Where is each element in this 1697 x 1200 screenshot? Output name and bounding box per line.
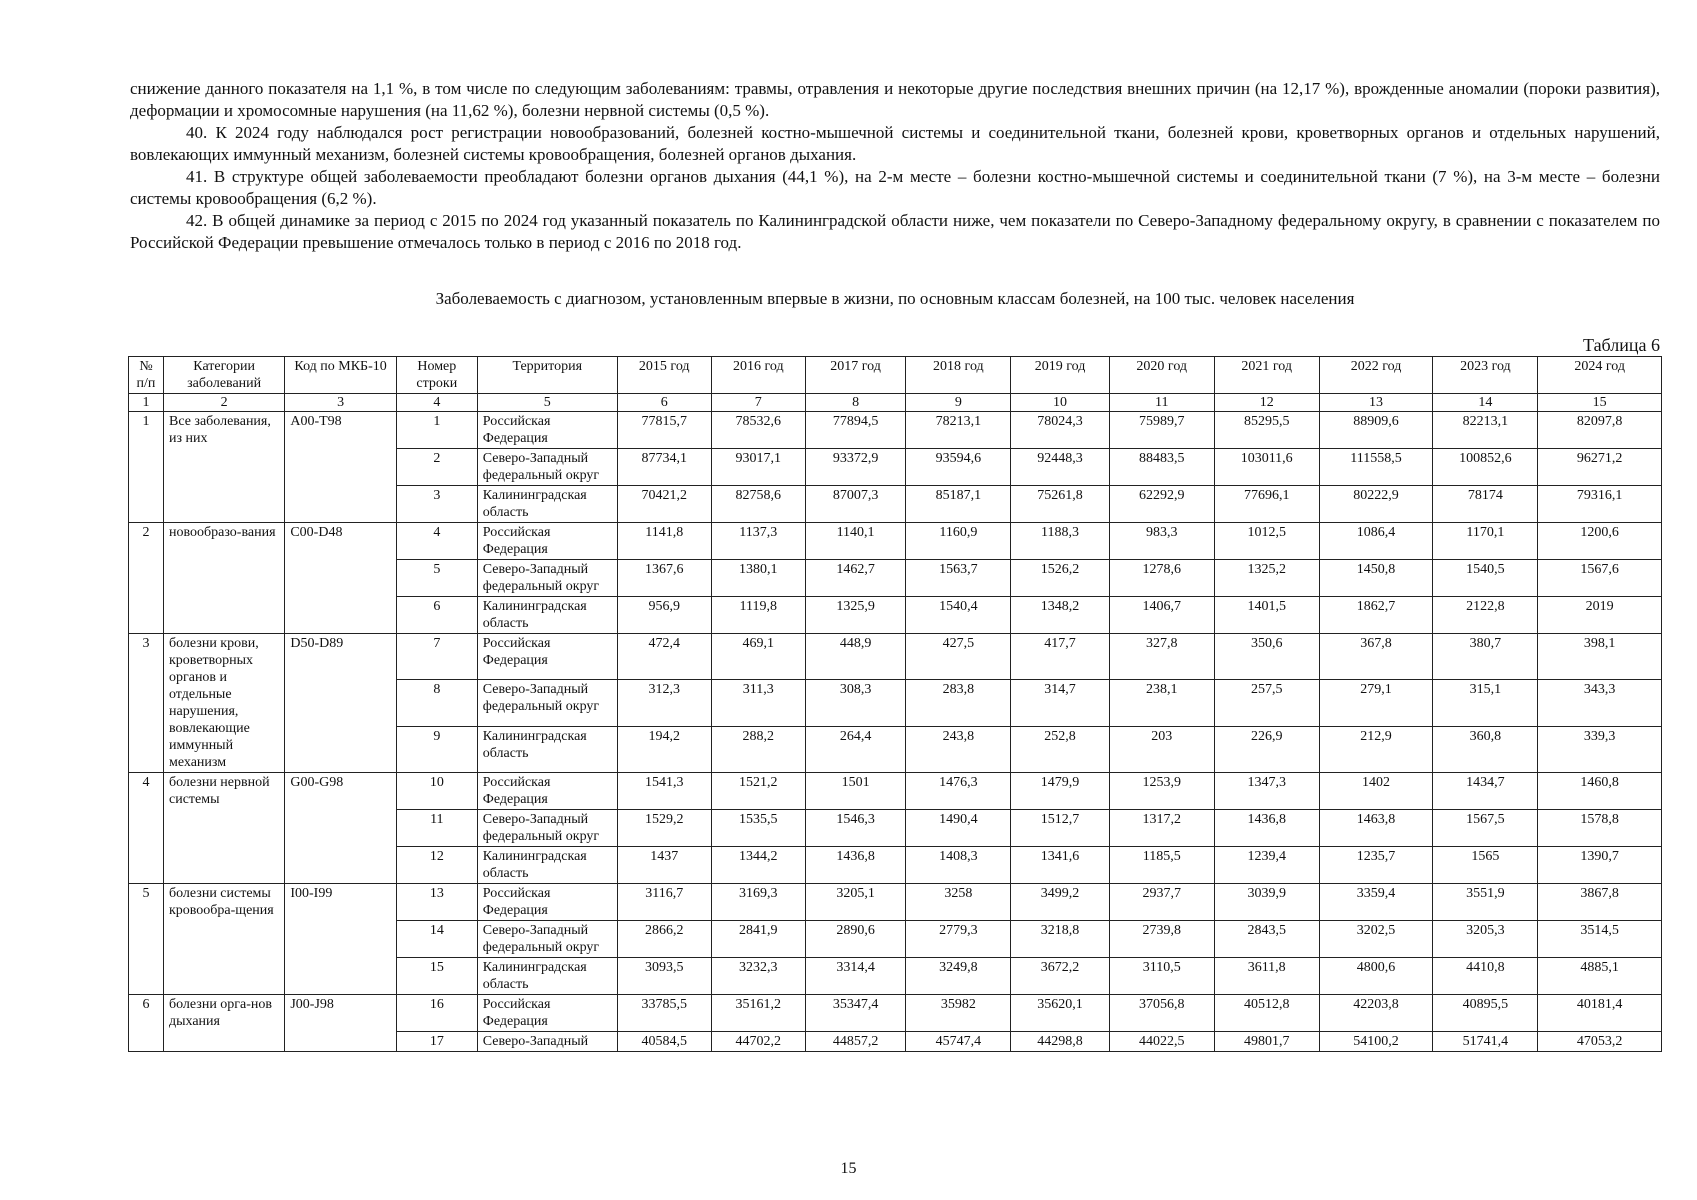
line-number: 9 [396,726,477,772]
value-cell: 82758,6 [711,486,805,523]
column-number-cell: 5 [477,394,617,412]
value-cell: 100852,6 [1433,449,1538,486]
row-group-number: 5 [129,884,164,995]
territory: Северо-Западный [477,1032,617,1052]
value-cell: 93594,6 [906,449,1011,486]
value-cell: 469,1 [711,634,805,680]
table-row [129,884,1662,921]
territory: Северо-Западный федеральный округ [477,449,617,486]
value-cell: 1567,5 [1433,810,1538,847]
paragraph-40: 40. К 2024 году наблюдался рост регистрации новообразований, болезней костно-мышечной системы и соединительной ткани, болезней крови, кроветворных органов и отдельных нарушений, вовлекающих иммунный механизм, болезней системы кровообращения, болезней органов дыхания. [130,123,1660,164]
value-cell: 1567,6 [1538,560,1662,597]
value-cell: 37056,8 [1109,995,1214,1032]
value-cell: 40895,5 [1433,995,1538,1032]
value-cell: 3039,9 [1214,884,1319,921]
line-number: 8 [396,680,477,726]
column-number-cell: 14 [1433,394,1538,412]
value-cell: 1462,7 [805,560,906,597]
value-cell: 78213,1 [906,412,1011,449]
value-cell: 3205,3 [1433,921,1538,958]
table-caption: Заболеваемость с диагнозом, установленным впервые в жизни, по основным классам болезней, на 100 тыс. человек населения [435,289,1355,308]
value-cell: 243,8 [906,726,1011,772]
value-cell: 78532,6 [711,412,805,449]
value-cell: 1160,9 [906,523,1011,560]
value-cell: 2841,9 [711,921,805,958]
value-cell: 264,4 [805,726,906,772]
disease-category: болезни системы кровообра-щения [163,884,284,995]
value-cell: 1348,2 [1011,597,1109,634]
territory: Калининградская область [477,847,617,884]
value-cell: 283,8 [906,680,1011,726]
value-cell: 1490,4 [906,810,1011,847]
territory: Российская Федерация [477,773,617,810]
value-cell: 3499,2 [1011,884,1109,921]
value-cell: 956,9 [617,597,711,634]
value-cell: 1408,3 [906,847,1011,884]
value-cell: 1188,3 [1011,523,1109,560]
value-cell: 203 [1109,726,1214,772]
value-cell: 1325,2 [1214,560,1319,597]
morbidity-table [128,356,1662,1052]
value-cell: 1450,8 [1319,560,1433,597]
value-cell: 1119,8 [711,597,805,634]
column-number-cell: 4 [396,394,477,412]
header-cell: 2019 год [1011,357,1109,394]
table-row [129,995,1662,1032]
value-cell: 93017,1 [711,449,805,486]
header-cell: 2017 год [805,357,906,394]
value-cell: 78174 [1433,486,1538,523]
value-cell: 1463,8 [1319,810,1433,847]
line-number: 5 [396,560,477,597]
column-number-cell: 7 [711,394,805,412]
value-cell: 54100,2 [1319,1032,1433,1052]
value-cell: 315,1 [1433,680,1538,726]
line-number: 17 [396,1032,477,1052]
territory: Российская Федерация [477,412,617,449]
value-cell: 350,6 [1214,634,1319,680]
header-cell: 2016 год [711,357,805,394]
value-cell: 1526,2 [1011,560,1109,597]
value-cell: 85187,1 [906,486,1011,523]
value-cell: 45747,4 [906,1032,1011,1052]
value-cell: 88909,6 [1319,412,1433,449]
value-cell: 44022,5 [1109,1032,1214,1052]
value-cell: 194,2 [617,726,711,772]
value-cell: 3205,1 [805,884,906,921]
row-group-number: 3 [129,634,164,773]
value-cell: 1367,6 [617,560,711,597]
value-cell: 1140,1 [805,523,906,560]
value-cell: 308,3 [805,680,906,726]
value-cell: 1540,4 [906,597,1011,634]
icd10-code: G00-G98 [285,773,397,884]
disease-category: новообразо-вания [163,523,284,634]
value-cell: 1390,7 [1538,847,1662,884]
value-cell: 4885,1 [1538,958,1662,995]
paragraph-42: 42. В общей динамике за период с 2015 по 2024 год указанный показатель по Калининградской области ниже, чем показатели по Северо-Западному федеральному округу, в сравнении с показателем по Российской Федерации превышение отмечалось только в период с 2016 по 2018 год. [130,211,1660,252]
paragraph-1: снижение данного показателя на 1,1 %, в том числе по следующим заболеваниям: травмы, отравления и некоторые другие последствия внешних причин (на 12,17 %), врожденные аномалии (пороки развития), деформации и хромосомные нарушения (на 11,62 %), болезни нервной системы (0,5 %). [130,79,1660,120]
value-cell: 1344,2 [711,847,805,884]
line-number: 7 [396,634,477,680]
disease-category: Все заболевания, из них [163,412,284,523]
value-cell: 2122,8 [1433,597,1538,634]
value-cell: 44857,2 [805,1032,906,1052]
value-cell: 3202,5 [1319,921,1433,958]
value-cell: 96271,2 [1538,449,1662,486]
value-cell: 238,1 [1109,680,1214,726]
value-cell: 3611,8 [1214,958,1319,995]
value-cell: 1402 [1319,773,1433,810]
value-cell: 3169,3 [711,884,805,921]
value-cell: 226,9 [1214,726,1319,772]
value-cell: 1540,5 [1433,560,1538,597]
paragraph-41: 41. В структуре общей заболеваемости преобладают болезни органов дыхания (44,1 %), на 2-м месте – болезни костно-мышечной системы и соединительной ткани (7 %), на 3-м месте – болезни системы кровообращения (6,2 %). [130,167,1660,208]
value-cell: 2890,6 [805,921,906,958]
line-number: 12 [396,847,477,884]
value-cell: 111558,5 [1319,449,1433,486]
line-number: 10 [396,773,477,810]
value-cell: 3514,5 [1538,921,1662,958]
column-number-cell: 9 [906,394,1011,412]
territory: Калининградская область [477,486,617,523]
header-cell: 2020 год [1109,357,1214,394]
line-number: 3 [396,486,477,523]
value-cell: 1563,7 [906,560,1011,597]
territory: Северо-Западный федеральный округ [477,810,617,847]
value-cell: 82213,1 [1433,412,1538,449]
value-cell: 3218,8 [1011,921,1109,958]
value-cell: 4800,6 [1319,958,1433,995]
header-cell: 2022 год [1319,357,1433,394]
value-cell: 1239,4 [1214,847,1319,884]
value-cell: 3249,8 [906,958,1011,995]
value-cell: 257,5 [1214,680,1319,726]
header-cell: Категории заболеваний [163,357,284,394]
header-cell: 2015 год [617,357,711,394]
value-cell: 314,7 [1011,680,1109,726]
table-body [129,412,1662,1052]
value-cell: 1012,5 [1214,523,1319,560]
line-number: 1 [396,412,477,449]
territory: Северо-Западный федеральный округ [477,680,617,726]
value-cell: 62292,9 [1109,486,1214,523]
line-number: 16 [396,995,477,1032]
icd10-code: I00-I99 [285,884,397,995]
value-cell: 49801,7 [1214,1032,1319,1052]
disease-category: болезни орга-нов дыхания [163,995,284,1052]
value-cell: 40512,8 [1214,995,1319,1032]
value-cell: 103011,6 [1214,449,1319,486]
value-cell: 87007,3 [805,486,906,523]
value-cell: 93372,9 [805,449,906,486]
line-number: 13 [396,884,477,921]
disease-category: болезни нервной системы [163,773,284,884]
value-cell: 44702,2 [711,1032,805,1052]
value-cell: 1565 [1433,847,1538,884]
value-cell: 79316,1 [1538,486,1662,523]
value-cell: 4410,8 [1433,958,1538,995]
value-cell: 47053,2 [1538,1032,1662,1052]
value-cell: 1476,3 [906,773,1011,810]
value-cell: 1137,3 [711,523,805,560]
value-cell: 1479,9 [1011,773,1109,810]
value-cell: 360,8 [1433,726,1538,772]
value-cell: 2739,8 [1109,921,1214,958]
value-cell: 70421,2 [617,486,711,523]
value-cell: 82097,8 [1538,412,1662,449]
value-cell: 367,8 [1319,634,1433,680]
value-cell: 75261,8 [1011,486,1109,523]
value-cell: 35161,2 [711,995,805,1032]
value-cell: 3314,4 [805,958,906,995]
value-cell: 448,9 [805,634,906,680]
value-cell: 1170,1 [1433,523,1538,560]
header-row [129,357,1662,394]
column-number-cell: 13 [1319,394,1433,412]
value-cell: 1406,7 [1109,597,1214,634]
value-cell: 1086,4 [1319,523,1433,560]
value-cell: 311,3 [711,680,805,726]
value-cell: 3093,5 [617,958,711,995]
value-cell: 1862,7 [1319,597,1433,634]
value-cell: 2866,2 [617,921,711,958]
table-header [129,357,1662,412]
table-row [129,634,1662,680]
header-cell: Территория [477,357,617,394]
column-number-cell: 1 [129,394,164,412]
header-cell: Код по МКБ-10 [285,357,397,394]
value-cell: 343,3 [1538,680,1662,726]
line-number: 6 [396,597,477,634]
value-cell: 1535,5 [711,810,805,847]
value-cell: 2843,5 [1214,921,1319,958]
body-text [130,78,1660,254]
territory: Калининградская область [477,726,617,772]
value-cell: 1541,3 [617,773,711,810]
line-number: 15 [396,958,477,995]
value-cell: 1512,7 [1011,810,1109,847]
value-cell: 1380,1 [711,560,805,597]
value-cell: 2019 [1538,597,1662,634]
column-number-cell: 10 [1011,394,1109,412]
row-group-number: 4 [129,773,164,884]
value-cell: 85295,5 [1214,412,1319,449]
value-cell: 3359,4 [1319,884,1433,921]
value-cell: 51741,4 [1433,1032,1538,1052]
value-cell: 1437 [617,847,711,884]
value-cell: 1546,3 [805,810,906,847]
value-cell: 1501 [805,773,906,810]
value-cell: 327,8 [1109,634,1214,680]
value-cell: 279,1 [1319,680,1433,726]
value-cell: 3258 [906,884,1011,921]
value-cell: 1317,2 [1109,810,1214,847]
value-cell: 40584,5 [617,1032,711,1052]
line-number: 2 [396,449,477,486]
value-cell: 1436,8 [1214,810,1319,847]
value-cell: 1521,2 [711,773,805,810]
value-cell: 3551,9 [1433,884,1538,921]
value-cell: 75989,7 [1109,412,1214,449]
column-number-row [129,394,1662,412]
table-label: Таблица 6 [1583,335,1660,355]
value-cell: 2779,3 [906,921,1011,958]
value-cell: 1401,5 [1214,597,1319,634]
value-cell: 1578,8 [1538,810,1662,847]
value-cell: 312,3 [617,680,711,726]
row-group-number: 6 [129,995,164,1052]
value-cell: 88483,5 [1109,449,1214,486]
value-cell: 1347,3 [1214,773,1319,810]
territory: Российская Федерация [477,634,617,680]
value-cell: 417,7 [1011,634,1109,680]
column-number-cell: 6 [617,394,711,412]
line-number: 14 [396,921,477,958]
value-cell: 35347,4 [805,995,906,1032]
value-cell: 78024,3 [1011,412,1109,449]
value-cell: 92448,3 [1011,449,1109,486]
value-cell: 1185,5 [1109,847,1214,884]
value-cell: 3110,5 [1109,958,1214,995]
column-number-cell: 11 [1109,394,1214,412]
value-cell: 398,1 [1538,634,1662,680]
value-cell: 77894,5 [805,412,906,449]
disease-category: болезни крови, кроветворных органов и отдельные нарушения, вовлекающие иммунный механизм [163,634,284,773]
column-number-cell: 3 [285,394,397,412]
column-number-cell: 12 [1214,394,1319,412]
value-cell: 339,3 [1538,726,1662,772]
value-cell: 3867,8 [1538,884,1662,921]
header-cell: 2018 год [906,357,1011,394]
row-group-number: 2 [129,523,164,634]
value-cell: 3672,2 [1011,958,1109,995]
value-cell: 1434,7 [1433,773,1538,810]
value-cell: 212,9 [1319,726,1433,772]
territory: Российская Федерация [477,884,617,921]
value-cell: 1253,9 [1109,773,1214,810]
column-number-cell: 15 [1538,394,1662,412]
icd10-code: C00-D48 [285,523,397,634]
value-cell: 1436,8 [805,847,906,884]
column-number-cell: 8 [805,394,906,412]
header-cell: 2024 год [1538,357,1662,394]
value-cell: 380,7 [1433,634,1538,680]
territory: Калининградская область [477,958,617,995]
line-number: 4 [396,523,477,560]
value-cell: 1529,2 [617,810,711,847]
header-cell: 2023 год [1433,357,1538,394]
icd10-code: J00-J98 [285,995,397,1052]
value-cell: 1141,8 [617,523,711,560]
territory: Северо-Западный федеральный округ [477,560,617,597]
territory: Российская Федерация [477,523,617,560]
header-cell: Номер строки [396,357,477,394]
value-cell: 252,8 [1011,726,1109,772]
value-cell: 1341,6 [1011,847,1109,884]
table-row [129,773,1662,810]
value-cell: 40181,4 [1538,995,1662,1032]
value-cell: 288,2 [711,726,805,772]
row-group-number: 1 [129,412,164,523]
value-cell: 35982 [906,995,1011,1032]
territory: Северо-Западный федеральный округ [477,921,617,958]
header-cell: № п/п [129,357,164,394]
value-cell: 80222,9 [1319,486,1433,523]
value-cell: 44298,8 [1011,1032,1109,1052]
table-row [129,412,1662,449]
value-cell: 1278,6 [1109,560,1214,597]
value-cell: 983,3 [1109,523,1214,560]
value-cell: 77815,7 [617,412,711,449]
value-cell: 427,5 [906,634,1011,680]
icd10-code: A00-T98 [285,412,397,523]
header-cell: 2021 год [1214,357,1319,394]
value-cell: 42203,8 [1319,995,1433,1032]
line-number: 11 [396,810,477,847]
value-cell: 1325,9 [805,597,906,634]
value-cell: 77696,1 [1214,486,1319,523]
value-cell: 472,4 [617,634,711,680]
territory: Калининградская область [477,597,617,634]
territory: Российская Федерация [477,995,617,1032]
value-cell: 87734,1 [617,449,711,486]
value-cell: 33785,5 [617,995,711,1032]
table-row [129,523,1662,560]
value-cell: 1200,6 [1538,523,1662,560]
page-number: 15 [840,1160,857,1177]
value-cell: 3232,3 [711,958,805,995]
column-number-cell: 2 [163,394,284,412]
value-cell: 1235,7 [1319,847,1433,884]
value-cell: 1460,8 [1538,773,1662,810]
value-cell: 35620,1 [1011,995,1109,1032]
value-cell: 2937,7 [1109,884,1214,921]
icd10-code: D50-D89 [285,634,397,773]
value-cell: 3116,7 [617,884,711,921]
